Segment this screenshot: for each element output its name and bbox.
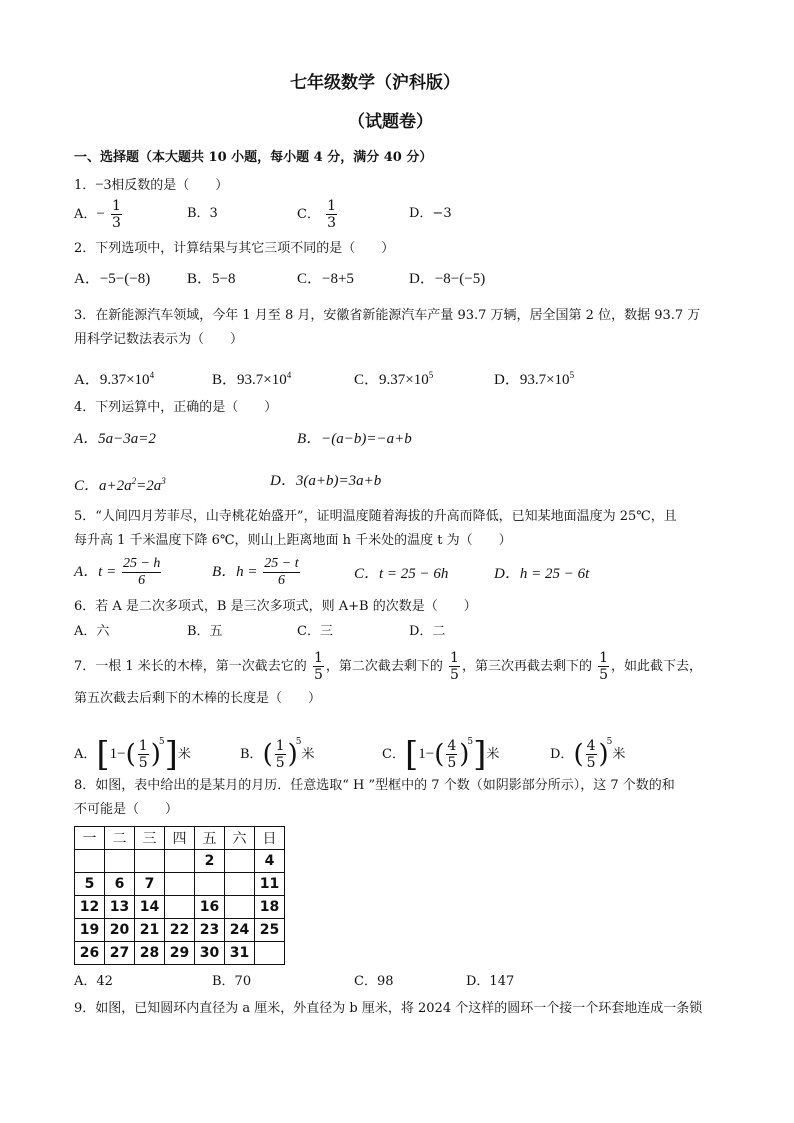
question-5-stem-line2: 每升高 1 千米温度下降 6℃，则山上距离地面 h 千米处的温度 t 为（ ）: [74, 533, 512, 548]
calendar-cell: 31: [225, 942, 255, 965]
calendar-cell: 11: [255, 873, 285, 896]
calendar-cell: [165, 873, 195, 896]
question-3-stem-line1: 3．在新能源汽车领域，今年 1 月至 8 月，安徽省新能源汽车产量 93.7 万辆，居全国第 2 位，数据 93.7 万: [74, 308, 701, 323]
section-heading: 一、选择题（本大题共 10 小题，每小题 4 分，满分 40 分）: [74, 150, 433, 165]
calendar-cell: 19: [75, 919, 105, 942]
calendar-cell: [75, 850, 105, 873]
page-title: 七年级数学（沪科版）: [290, 73, 460, 93]
calendar-cell: 26: [75, 942, 105, 965]
calendar-header-cell: 二: [105, 827, 135, 850]
question-6-option-c: C．三: [297, 624, 333, 639]
question-3-option-a: A．$9.37\times 10^4$: [74, 370, 155, 388]
calendar-cell: 5: [75, 873, 105, 896]
question-1-option-a: A．− $\frac{1}{3}$: [74, 198, 121, 231]
question-7-stem-line2: 第五次截去后剩下的木棒的长度是（ ）: [74, 691, 322, 706]
question-6-option-b: B．五: [187, 624, 223, 639]
question-2-option-a: A．−5−(−8): [74, 271, 151, 287]
calendar-header-cell: 五: [195, 827, 225, 850]
calendar-cell: 13: [105, 896, 135, 919]
calendar-cell: [255, 942, 285, 965]
question-5-option-c: C．t = 25 − 6h: [354, 566, 449, 582]
calendar-header-cell: 四: [165, 827, 195, 850]
calendar-cell: 30: [195, 942, 225, 965]
calendar-cell: 6: [105, 873, 135, 896]
question-3-option-d: D．$93.7\times 10^5$: [494, 370, 575, 388]
question-2-option-d: D．−8−(−5): [409, 271, 486, 287]
question-6-option-d: D．二: [409, 624, 446, 639]
question-8-option-c: C．98: [354, 974, 394, 989]
calendar-cell: [225, 873, 255, 896]
question-5-option-b: B．h = $\frac{25 - t}{6}$: [212, 556, 299, 588]
question-2-stem: 2．下列选项中，计算结果与其它三项不同的是（ ）: [74, 241, 395, 256]
calendar-cell: [165, 850, 195, 873]
question-3-option-b: B．$93.7\times 10^4$: [212, 370, 292, 388]
question-8-option-a: A．42: [74, 974, 113, 989]
calendar-cell: 28: [135, 942, 165, 965]
calendar-cell: 18: [255, 896, 285, 919]
calendar-cell: 2: [195, 850, 225, 873]
calendar-cell: 21: [135, 919, 165, 942]
question-3-stem-line2: 用科学记数法表示为（ ）: [74, 332, 244, 347]
calendar-cell: 20: [105, 919, 135, 942]
question-8-option-d: D．147: [466, 974, 515, 989]
question-4-stem: 4．下列运算中，正确的是（ ）: [74, 400, 278, 415]
calendar-cell: 12: [75, 896, 105, 919]
question-8-stem-line2: 不可能是（ ）: [74, 802, 179, 817]
question-7-option-a: A．[1−( $\frac{1}{5}$ )$^5$]米: [74, 734, 191, 775]
calendar-cell: 29: [165, 942, 195, 965]
calendar-row: [75, 919, 285, 942]
question-5-option-d: D．h = 25 − 6t: [494, 566, 590, 582]
question-3-option-c: C．$9.37\times 10^5$: [354, 370, 434, 388]
calendar-header-row: [75, 827, 285, 850]
calendar-header-cell: 三: [135, 827, 165, 850]
calendar-cell: 4: [255, 850, 285, 873]
question-4-option-c: C．$a+2a^2=2a^3$: [74, 476, 166, 494]
question-7-option-b: B．( $\frac{1}{5}$ )$^5$米: [240, 737, 315, 771]
calendar-row: [75, 850, 285, 873]
calendar-cell: 23: [195, 919, 225, 942]
question-5-stem-line1: 5．“人间四月芳菲尽，山寺桃花始盛开”，证明温度随着海拔的升高而降低，已知某地面温度为 25℃，且: [74, 509, 677, 524]
question-2-option-b: B．5−8: [187, 271, 236, 287]
calendar-cell: 25: [255, 919, 285, 942]
question-7-option-c: C．[1−( $\frac{4}{5}$ )$^5$]米: [382, 734, 500, 775]
question-2-option-c: C．−8+5: [297, 271, 354, 287]
calendar-header-cell: 六: [225, 827, 255, 850]
calendar-cell: [165, 896, 195, 919]
calendar-cell: 22: [165, 919, 195, 942]
question-5-option-a: A．t = $\frac{25 - h}{6}$: [74, 556, 161, 588]
calendar-header-cell: 日: [255, 827, 285, 850]
calendar-row: [75, 873, 285, 896]
question-6-stem: 6．若 A 是二次多项式，B 是三次多项式，则 A+B 的次数是（ ）: [74, 599, 477, 614]
calendar-cell: 27: [105, 942, 135, 965]
question-7-option-d: D．( $\frac{4}{5}$ )$^5$米: [550, 737, 626, 771]
question-8-stem-line1: 8．如图，表中给出的是某月的月历．任意选取“ H ”型框中的 7 个数（如阴影部分所示），这 7 个数的和: [74, 778, 675, 793]
question-4-option-a: A．5a−3a=2: [74, 431, 156, 447]
question-1-option-d: D．−3: [409, 206, 452, 221]
calendar-row: [75, 896, 285, 919]
question-4-option-d: D．3(a+b)=3a+b: [270, 473, 382, 489]
calendar-cell: 14: [135, 896, 165, 919]
calendar-cell: [195, 873, 225, 896]
calendar-cell: [105, 850, 135, 873]
calendar-cell: 16: [195, 896, 225, 919]
question-1-stem: 1．−3相反数的是（ ）: [74, 177, 229, 193]
question-1-option-b: B．3: [187, 206, 218, 221]
question-1-option-c: C． $\frac{1}{3}$: [297, 198, 337, 231]
calendar-cell: 24: [225, 919, 255, 942]
calendar-cell: [135, 850, 165, 873]
calendar-row: [75, 942, 285, 965]
question-9-stem-line1: 9．如图，已知圆环内直径为 a 厘米，外直径为 b 厘米，将 2024 个这样的圆环一个接一个环套地连成一条锁: [74, 1001, 703, 1016]
question-7-stem-line1: 7．一根 1 米长的木棒，第一次截去它的 $\frac{1}{5}$ ，第二次截去剩下的 $\frac{1}{5}$ ，第三次再截去剩下的 $\frac{1}{5}$ ，如此截下去，: [74, 650, 703, 683]
calendar-cell: 7: [135, 873, 165, 896]
question-8-option-b: B．70: [212, 974, 252, 989]
calendar-cell: [225, 850, 255, 873]
calendar-header-cell: 一: [75, 827, 105, 850]
question-6-option-a: A．六: [74, 624, 110, 639]
page-subtitle: （试题卷）: [348, 112, 433, 132]
calendar-table: [74, 826, 285, 965]
calendar-cell: [225, 896, 255, 919]
question-4-option-b: B．−(a−b)=−a+b: [297, 431, 412, 447]
